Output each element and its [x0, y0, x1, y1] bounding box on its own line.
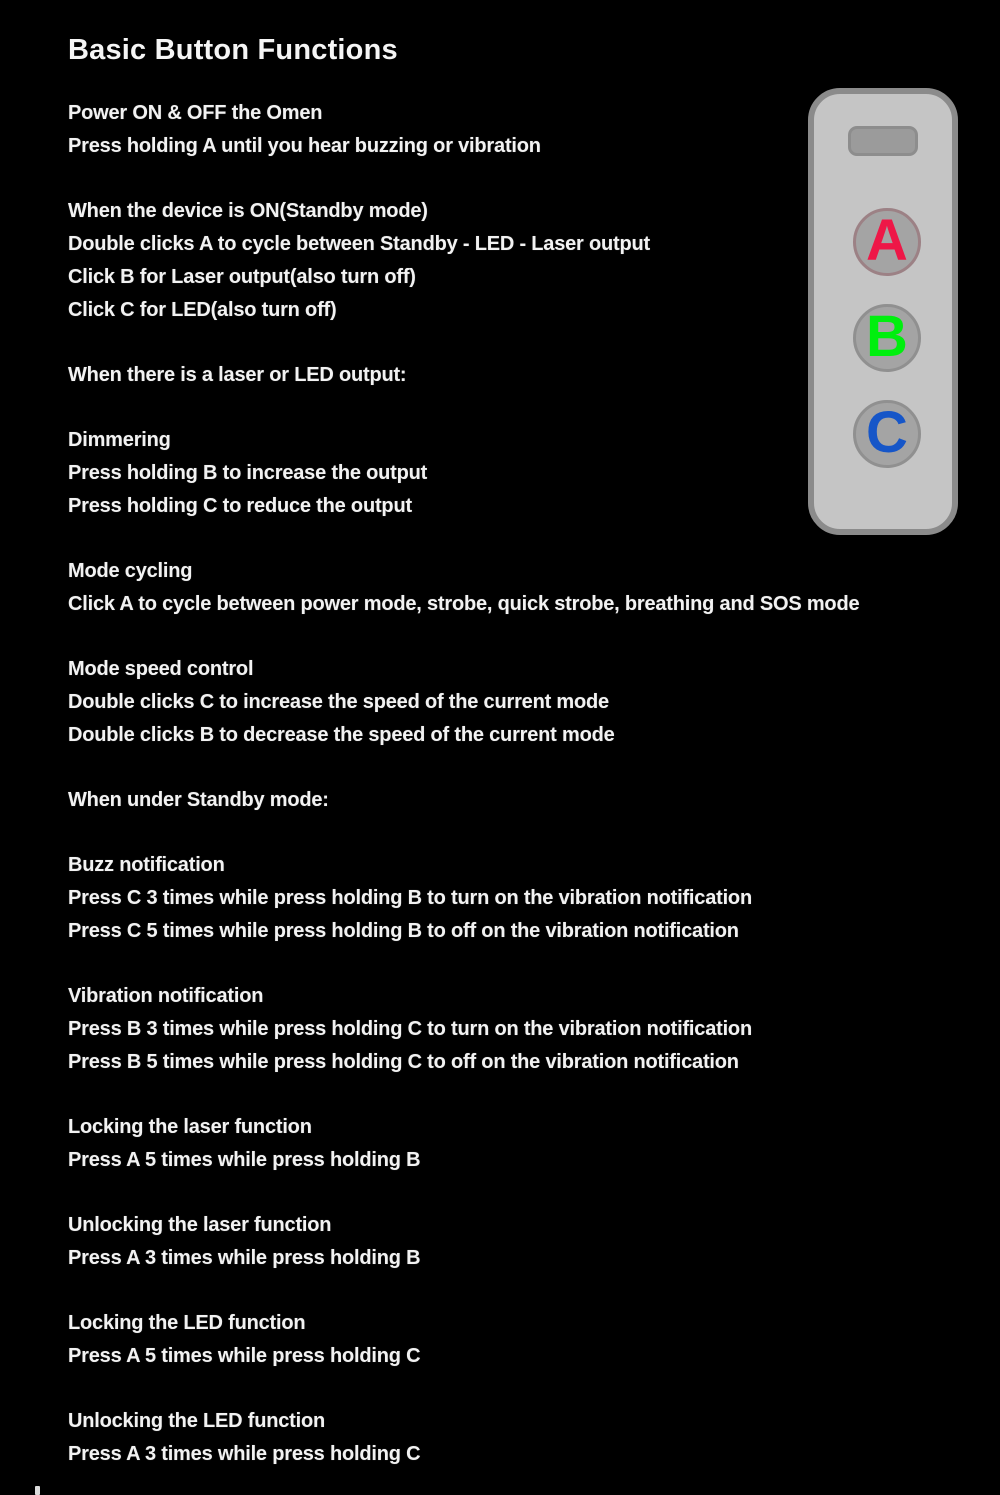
section-heading: Mode cycling	[68, 560, 193, 582]
section-lock-led	[68, 1307, 998, 1373]
instruction-line: Press A 5 times while press holding C	[68, 1345, 421, 1367]
instruction-line: Double clicks C to increase the speed of the current mode	[68, 691, 609, 713]
section-heading: When the device is ON(Standby mode)	[68, 200, 428, 222]
section-heading: Vibration notification	[68, 985, 264, 1007]
instruction-line: Press holding C to reduce the output	[68, 495, 412, 517]
instruction-line: Press holding A until you hear buzzing or vibration	[68, 135, 541, 157]
button-a-label: A	[866, 208, 908, 273]
section-heading: Locking the laser function	[68, 1116, 312, 1138]
button-c-illustration	[853, 400, 921, 468]
section-heading: Mode speed control	[68, 658, 254, 680]
instruction-line: Press holding B to increase the output	[68, 462, 428, 484]
section-unlock-led	[68, 1405, 998, 1471]
instruction-line: Press C 3 times while press holding B to turn on the vibration notification	[68, 887, 752, 909]
section-heading: When there is a laser or LED output:	[68, 364, 407, 386]
section-mode-speed	[68, 653, 998, 752]
section-vibration	[68, 980, 998, 1079]
section-heading: When under Standby mode:	[68, 789, 329, 811]
instruction-line: Click A to cycle between power mode, strobe, quick strobe, breathing and SOS mode	[68, 593, 860, 615]
button-c-label: C	[866, 400, 908, 465]
instruction-line: Press A 3 times while press holding C	[68, 1443, 421, 1465]
instruction-line: Press B 5 times while press holding C to off on the vibration notification	[68, 1051, 739, 1073]
section-heading: Locking the LED function	[68, 1312, 306, 1334]
instruction-line: Double clicks B to decrease the speed of the current mode	[68, 724, 615, 746]
instruction-line: Press C 5 times while press holding B to off on the vibration notification	[68, 920, 739, 942]
section-heading: Dimmering	[68, 429, 171, 451]
section-heading: Power ON & OFF the Omen	[68, 102, 323, 124]
button-b-illustration	[853, 304, 921, 372]
section-heading: Unlocking the laser function	[68, 1214, 332, 1236]
button-a-illustration	[853, 208, 921, 276]
section-mode-cycling	[68, 555, 998, 621]
section-heading: Buzz notification	[68, 854, 225, 876]
instruction-line: Click B for Laser output(also turn off)	[68, 266, 416, 288]
section-buzz	[68, 849, 998, 948]
section-unlock-laser	[68, 1209, 998, 1275]
instruction-line: Press A 3 times while press holding B	[68, 1247, 421, 1269]
indicator-window	[848, 126, 918, 156]
remote-illustration	[808, 88, 958, 535]
instruction-line: Click C for LED(also turn off)	[68, 299, 337, 321]
instruction-line: Double clicks A to cycle between Standby - LED - Laser output	[68, 233, 650, 255]
section-heading: Unlocking the LED function	[68, 1410, 326, 1432]
instruction-line: Press B 3 times while press holding C to turn on the vibration notification	[68, 1018, 752, 1040]
cropped-text-fragment	[35, 1486, 40, 1495]
page-title: Basic Button Functions	[68, 34, 398, 66]
section-lock-laser	[68, 1111, 998, 1177]
section-standby-intro	[68, 784, 998, 817]
button-b-label: B	[866, 304, 908, 369]
instruction-line: Press A 5 times while press holding B	[68, 1149, 421, 1171]
